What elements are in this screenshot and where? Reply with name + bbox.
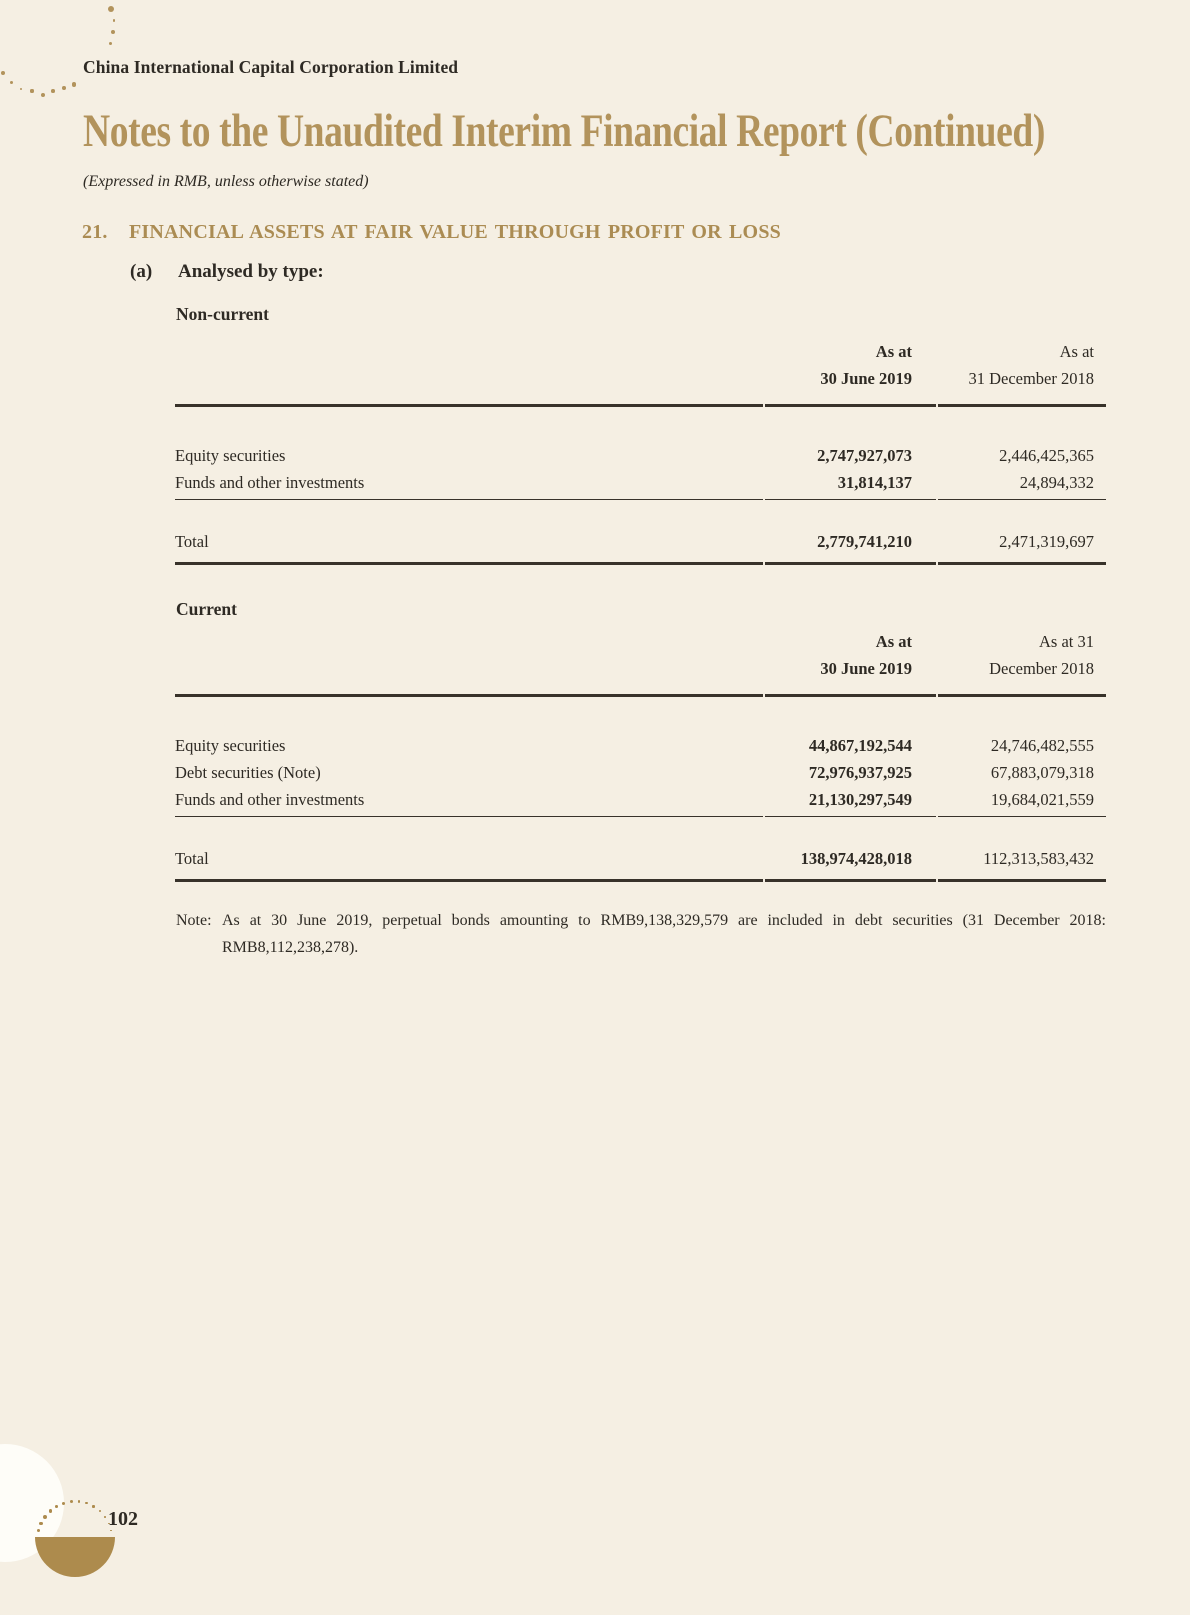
value-2018: 112,313,583,432	[983, 849, 1094, 869]
decorative-dot	[41, 93, 45, 97]
column-header-2018	[926, 628, 1106, 682]
table-body	[175, 407, 1106, 499]
row-label: Total	[175, 849, 209, 869]
decorative-dot	[55, 1505, 58, 1508]
table-row	[175, 469, 1106, 496]
non-current-table	[175, 338, 1106, 565]
row-label: Funds and other investments	[175, 472, 365, 492]
gold-semicircle-decoration	[35, 1537, 115, 1577]
header-spacer	[175, 338, 739, 392]
table-body	[175, 697, 1106, 816]
decorative-dot	[51, 89, 55, 93]
decorative-dot	[43, 1515, 47, 1519]
decorative-dot	[111, 1538, 112, 1539]
row-label: Equity securities	[175, 735, 286, 755]
footnote-text: As at 30 June 2019, perpetual bonds amounting to RMB9,138,329,579 are included in debt securities (31 December 2018: RMB8,112,238,278).	[222, 912, 1106, 956]
page-title: Notes to the Unaudited Interim Financial Report (Continued)	[83, 105, 1045, 157]
decorative-dot	[49, 1509, 52, 1512]
value-2018: 24,746,482,555	[990, 735, 1094, 755]
table-caption-current: Current	[176, 599, 237, 619]
column-header-line: 31 December 2018	[968, 369, 1094, 388]
section-number: 21.	[82, 221, 108, 243]
table-row	[175, 759, 1106, 786]
value-2018: 19,684,021,559	[990, 789, 1094, 809]
decorative-dot	[78, 1500, 81, 1503]
column-header-line: 30 June 2019	[820, 659, 912, 678]
subsection-heading: Analysed by type:	[178, 261, 324, 282]
column-header-line: December 2018	[989, 659, 1094, 678]
value-2019: 72,976,937,925	[808, 762, 912, 782]
company-name: China International Capital Corporation Limited	[83, 57, 459, 77]
total-row	[175, 845, 1106, 879]
value-2018: 67,883,079,318	[990, 762, 1094, 782]
decorative-dot	[85, 1502, 87, 1504]
decorative-dot	[72, 82, 76, 86]
subsection-heading-row	[130, 261, 324, 283]
decorative-dot	[30, 89, 33, 92]
table-rule	[175, 562, 1106, 565]
decorative-dot	[113, 19, 116, 22]
table-row	[175, 732, 1106, 759]
decorative-dot	[20, 88, 23, 91]
footnote-label: Note:	[176, 912, 212, 929]
value-2019: 31,814,137	[837, 472, 912, 492]
table-caption-non-current: Non-current	[176, 304, 269, 324]
column-header-line: As at	[875, 342, 912, 361]
row-label: Total	[175, 532, 209, 552]
page-number: 102	[108, 1508, 138, 1530]
column-header-line: As at	[875, 632, 912, 651]
table-rule	[175, 879, 1106, 882]
header-spacer	[175, 628, 739, 682]
decorative-dot	[108, 6, 115, 13]
table-rule	[175, 816, 1106, 818]
value-2019: 2,747,927,073	[817, 445, 912, 465]
table-row	[175, 786, 1106, 813]
decorative-dot	[10, 81, 13, 84]
currency-note: (Expressed in RMB, unless otherwise stated)	[83, 173, 369, 190]
column-header-line: As at	[1059, 342, 1094, 361]
table-rule	[175, 404, 1106, 407]
decorative-dot	[104, 1516, 106, 1518]
column-header-line: As at 31	[1039, 632, 1094, 651]
value-2018: 2,446,425,365	[999, 445, 1094, 465]
decorative-dot	[1, 71, 6, 76]
value-2019: 138,974,428,018	[800, 849, 912, 869]
row-label: Debt securities (Note)	[175, 762, 321, 782]
subsection-letter: (a)	[130, 261, 153, 282]
row-label: Funds and other investments	[175, 789, 365, 809]
decorative-dot	[99, 1510, 101, 1512]
total-row	[175, 528, 1106, 562]
table-header-row	[175, 338, 1106, 404]
value-2018: 24,894,332	[1019, 472, 1094, 492]
table-rule	[175, 694, 1106, 697]
column-header-2019	[741, 628, 924, 682]
column-header-2018	[926, 338, 1106, 392]
table-rule	[175, 499, 1106, 501]
decorative-dot	[92, 1505, 94, 1507]
column-header-line: 30 June 2019	[820, 369, 912, 388]
current-table	[175, 628, 1106, 882]
decorative-dot	[111, 30, 116, 35]
section-heading-row	[82, 221, 781, 244]
footnote	[176, 907, 1106, 961]
table-row	[175, 442, 1106, 469]
section-heading: FINANCIAL ASSETS AT FAIR VALUE THROUGH PROFIT OR LOSS	[129, 221, 781, 243]
value-2019: 2,779,741,210	[817, 532, 912, 552]
row-label: Equity securities	[175, 445, 286, 465]
value-2018: 2,471,319,697	[999, 532, 1094, 552]
value-2019: 44,867,192,544	[808, 735, 912, 755]
decorative-dot	[70, 1500, 73, 1503]
decorative-dot	[109, 42, 112, 45]
value-2019: 21,130,297,549	[808, 789, 912, 809]
column-header-2019	[741, 338, 924, 392]
decorative-dot	[62, 86, 66, 90]
table-header-row	[175, 628, 1106, 694]
decorative-dot	[62, 1502, 65, 1505]
